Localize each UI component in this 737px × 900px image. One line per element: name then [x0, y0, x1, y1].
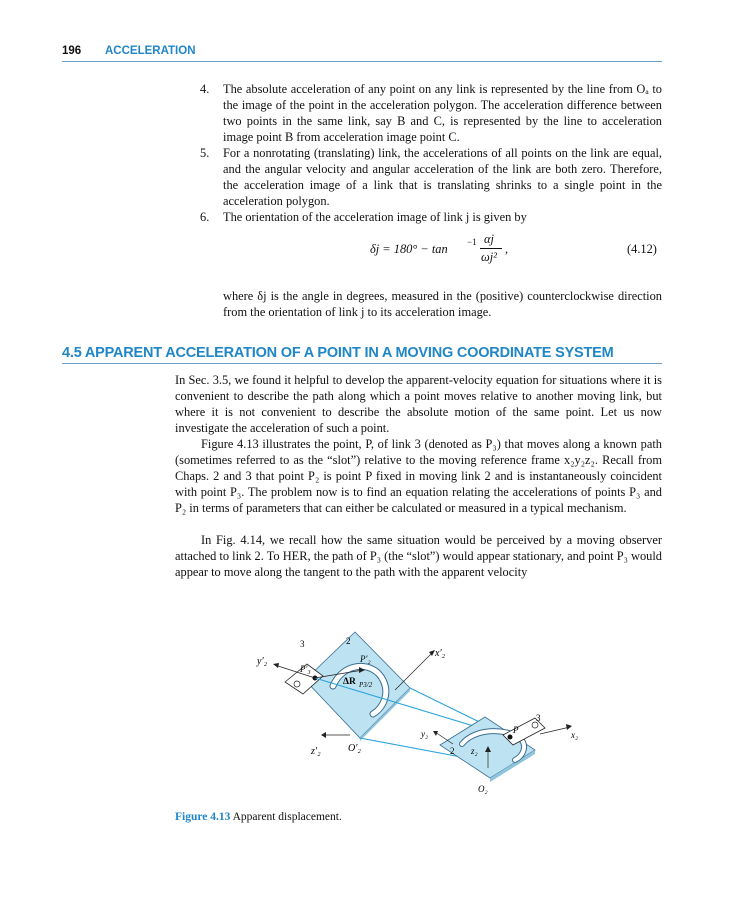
section-heading: 4.5 APPARENT ACCELERATION OF A POINT IN A MOVING COORDINATE SYSTEM [62, 345, 614, 361]
label-z2: z₂ [471, 746, 478, 756]
list-item-6-number: 6. [200, 210, 210, 224]
label-delta-r: ΔR [343, 677, 356, 687]
label-link-3-primed: 3 [300, 639, 305, 649]
caption-label: Figure 4.13 [175, 811, 231, 823]
link-2-plate-primed [305, 632, 410, 738]
label-y2: y₂ [421, 729, 429, 739]
equation-exponent: −1 [467, 237, 477, 247]
label-link-3: 3 [536, 713, 541, 723]
label-delta-r-sub: P3/2 [359, 681, 373, 689]
label-y2-primed: y′₂ [257, 656, 268, 667]
axis-z2-primed-arrow [321, 732, 326, 738]
label-p3-primed: P′₃ [300, 664, 311, 674]
paragraph-2: Figure 4.13 illustrates the point, P, of link 3 (denoted as P₃) that moves along a known path (sometimes referred to as the “slot”) relative to the moving reference frame x₂y₂z₂. Recall from Chaps. 2 and 3 that point P₂ is point P fixed in moving link 2 and is instantaneously coincident with point P₃. The problem now is to find an equation relating the accelerations of points P₃ and P₂ in terms of parameters that can either be calculated or measured in a typical mechanism. [175, 437, 662, 515]
point-p [508, 735, 513, 740]
header-rule [62, 61, 662, 62]
axis-x2-primed [395, 652, 433, 690]
list-item-4-text: The absolute acceleration of any point on any link is represented by the line from Oₐ to the image of the point in the acceleration polygon. The acceleration difference between two points in the same link, say B and C, is represented by the line to acceleration image point B from acceleration image point C. [223, 82, 662, 144]
label-x2-primed: x′₂ [435, 648, 446, 659]
list-item-4-number: 4. [200, 82, 210, 96]
equation-lhs: δj = 180° − tan [370, 242, 448, 256]
section-rule [62, 363, 662, 364]
paragraph-1: In Sec. 3.5, we found it helpful to develop the apparent-velocity equation for situations where it is convenient to describe the path along which a point moves relative to another moving link, but where it is not convenient to describe the absolute motion of the same point. Let us now investigate the acceleration of such a point. [175, 373, 662, 435]
label-link-2: 2 [450, 746, 455, 756]
label-x2: x₂ [571, 730, 579, 740]
label-link-2-primed: 2 [346, 636, 351, 646]
equation-denominator: ωj² [481, 250, 497, 264]
list-item-6-text: The orientation of the acceleration image of link j is given by [223, 210, 527, 224]
axis-y2-primed-arrow [273, 663, 279, 668]
caption-text: Apparent displacement. [232, 811, 342, 823]
label-p: P [513, 725, 519, 735]
label-z2-primed: z′₂ [311, 746, 321, 757]
paragraph-3: In Fig. 4.14, we recall how the same situation would be perceived by a moving observer attached to link 2. To HER, the path of P₃ (the “slot”) would appear stationary, and point P₃ would appear to move along the tangent to the path with the apparent velocity [175, 533, 662, 579]
label-o2-primed: O′₂ [348, 743, 361, 754]
chapter-title: ACCELERATION [105, 45, 196, 57]
equation-numerator: αj [484, 232, 494, 246]
equation-tail: , [505, 242, 509, 256]
figure-caption [175, 811, 342, 823]
figure-4-13 [245, 620, 595, 800]
equation-number: (4.12) [627, 242, 657, 256]
label-p2-primed: P′₂ [360, 654, 371, 664]
list-item-5-number: 5. [200, 146, 210, 160]
page-number: 196 [62, 45, 82, 57]
where-text: where δj is the angle in degrees, measured in the (positive) counterclockwise direction from the orientation of link j to its acceleration image. [223, 289, 662, 319]
fraction-bar [480, 248, 502, 249]
list-item-5-text: For a nonrotating (translating) link, the accelerations of all points on the link are equal, and the angular velocity and angular acceleration of the link are both zero. Therefore, the acceleration image of a link that is translating shrinks to a single point in the acceleration polygon. [223, 146, 662, 208]
label-o2: O₂ [478, 784, 488, 794]
